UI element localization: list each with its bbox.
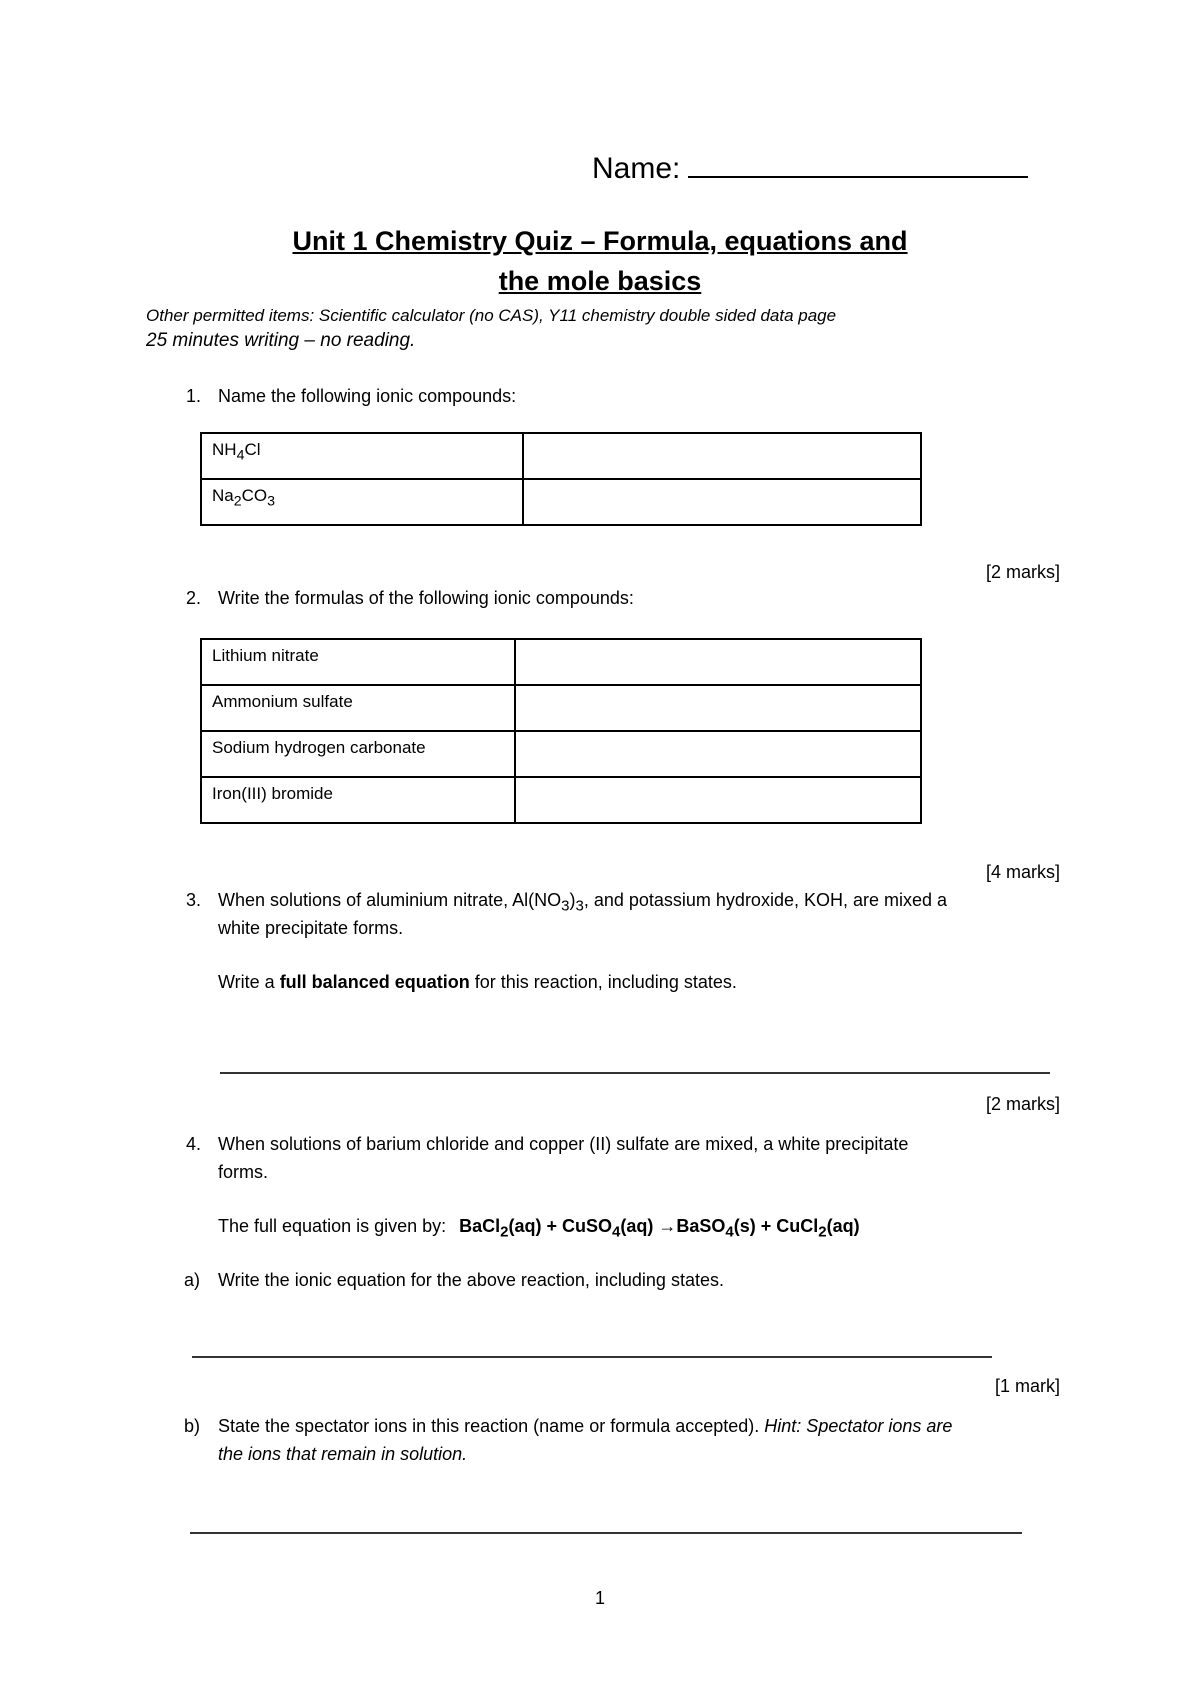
q4a-answer-line[interactable] [192,1356,992,1358]
q1-compound-1: $NH_4Cl$ [201,433,523,479]
q1-compound-2: $Na_2CO_3$ [201,479,523,525]
q4b-answer-line[interactable] [190,1532,1022,1534]
table-row [201,731,921,777]
page-number: 1 [594,1588,605,1608]
table-row [201,777,921,823]
q1-table [200,432,922,526]
q3-answer-line[interactable] [220,1072,1050,1074]
title-line-1: Unit 1 Chemistry Quiz – Formula, equations and [292,226,908,256]
q2-answer-4[interactable] [515,777,921,823]
table-row [201,433,921,479]
q2-answer-3[interactable] [515,731,921,777]
q1-prompt: Name the following ionic compounds: [218,386,517,406]
q3-line-1: When solutions of aluminium nitrate, $Al(NO_3)_3$, and potassium hydroxide, KOH, are mixed a [218,890,948,915]
q3-number: 3. [186,890,202,910]
q4a-label: a) [184,1270,201,1290]
q4a-marks: [1 mark] [994,1376,1060,1396]
table-row [201,639,921,685]
q2-number: 2. [186,588,202,608]
permitted-items: Other permitted items: Scientific calculator (no CAS), Y11 chemistry double sided data page [146,306,837,325]
q2-marks: [4 marks] [985,862,1060,882]
q3-line-2: white precipitate forms. [218,918,404,938]
q4a-text: Write the ionic equation for the above reaction, including states. [218,1270,724,1290]
q2-compound-1: Lithium nitrate [201,639,515,685]
q2-compound-2: Ammonium sulfate [201,685,515,731]
name-label: Name: [592,152,681,185]
q2-compound-3: Sodium hydrogen carbonate [201,731,515,777]
q1-answer-2[interactable] [523,479,921,525]
q4-equation-line [218,1216,860,1241]
q2-table [200,638,922,824]
q2-compound-4: Iron(III) bromide [201,777,515,823]
q1-marks: [2 marks] [985,562,1060,582]
q1-number: 1. [186,386,202,406]
time-allowance: 25 minutes writing – no reading. [146,330,416,351]
q4b-hint: the ions that remain in solution. [218,1444,468,1464]
q4-line-2: forms. [218,1162,269,1182]
q2-answer-1[interactable] [515,639,921,685]
name-blank-line[interactable] [688,148,1028,178]
q2-answer-2[interactable] [515,685,921,731]
q2-prompt: Write the formulas of the following ionic compounds: [218,588,634,608]
name-field [592,148,1028,186]
table-row [201,685,921,731]
q4b-label: b) [184,1416,201,1436]
q3-instruction: Write a full balanced equation for this reaction, including states. [218,972,737,992]
q4-line-1: When solutions of barium chloride and copper (II) sulfate are mixed, a white precipitate [218,1134,909,1154]
q4b-text: State the spectator ions in this reaction (name or formula accepted). Hint: Spectator ions are [218,1416,953,1436]
q4-equation-label: The full equation is given by: [218,1216,447,1236]
q1-answer-1[interactable] [523,433,921,479]
title-line-2: the mole basics [498,266,702,296]
q4-equation: BaCl$_2$(aq) + CuSO$_4$(aq) →BaSO$_4$(s) + CuCl$_2$(aq) [459,1216,860,1241]
q3-marks: [2 marks] [985,1094,1060,1114]
q4-number: 4. [186,1134,202,1154]
table-row [201,479,921,525]
